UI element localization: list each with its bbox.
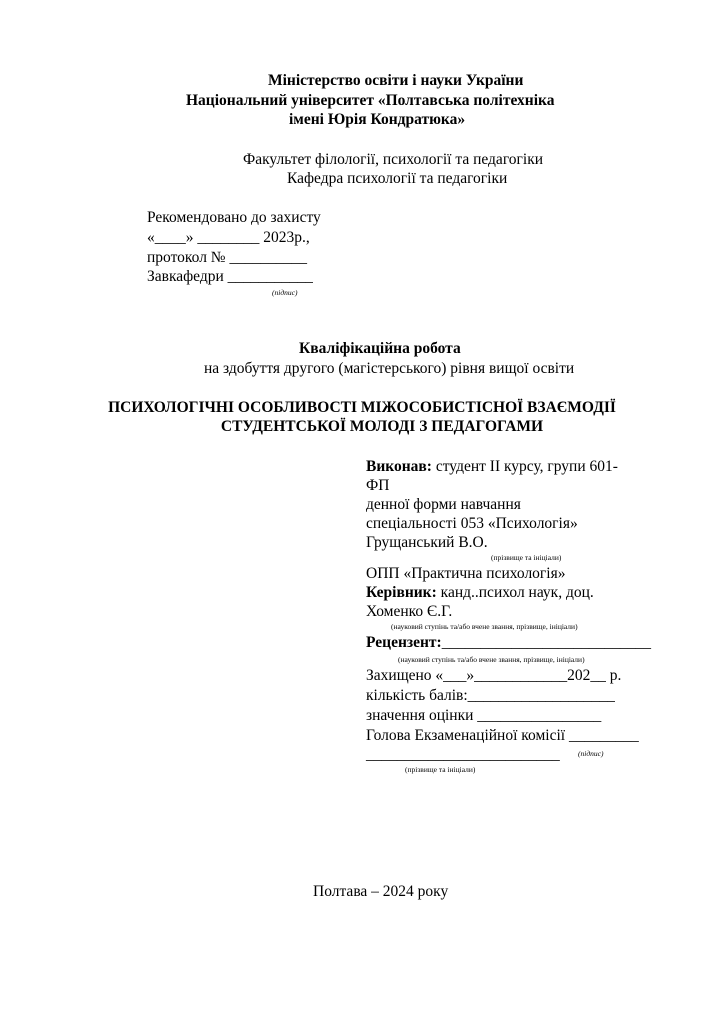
performed-label: Виконав: — [366, 458, 432, 475]
performed-line — [366, 457, 618, 476]
supervisor-degree: канд..психол наук, доц. — [436, 584, 594, 601]
reviewer-label: Рецензент: — [366, 634, 442, 651]
commission-head: Голова Екзаменаційної комісії _________ — [366, 727, 639, 744]
ministry-title: Міністерство освіти і науки України — [268, 72, 524, 89]
specialty: спеціальності 053 «Психологія» — [366, 515, 578, 532]
supervisor-line — [366, 583, 594, 602]
supervisor-hint: (науковий ступінь та/або вчене звання, прізвище, ініціали) — [391, 622, 578, 631]
commission-name-hint: (прізвище та ініціали) — [405, 765, 476, 774]
points: кількість балів:___________________ — [366, 687, 615, 704]
reviewer-hint: (науковий ступінь та/або вчене звання, прізвище, ініціали) — [398, 655, 585, 664]
head-signature-hint: (підпис) — [272, 288, 298, 297]
commission-blank: _________________________ — [366, 746, 560, 763]
recommend-line: Рекомендовано до захисту — [147, 209, 321, 226]
recommend-date: «____» ________ 2023р., — [147, 229, 310, 246]
supervisor-label: Керівник: — [366, 584, 437, 601]
reviewer-line — [366, 633, 651, 652]
university-title: Національний університет «Полтавська політехніка — [186, 92, 555, 109]
work-degree: на здобуття другого (магістерського) рівня вищої освіти — [204, 360, 575, 377]
university-title-cont: імені Юрія Кондратюка» — [289, 111, 466, 128]
work-title-line2: СТУДЕНТСЬКОЇ МОЛОДІ З ПЕДАГОГАМИ — [220, 418, 544, 435]
recommend-head: Завкафедри ___________ — [147, 268, 313, 285]
faculty-name: Факультет філології, психології та педагогіки — [243, 151, 544, 168]
recommend-protocol — [147, 248, 307, 267]
protocol-line: ______ — [260, 249, 307, 266]
grade-value: значення оцінки ________________ — [366, 707, 602, 724]
group-tail: ФП — [366, 477, 390, 494]
protocol-label: протокол № ____ — [147, 249, 261, 266]
defended-date: Захищено «___»____________202__ р. — [366, 667, 622, 684]
student-name: Грущанський В.О. — [366, 534, 488, 551]
performed-text: студент ІІ курсу, групи 601- — [431, 458, 618, 475]
study-form: денної форми навчання — [366, 496, 521, 513]
student-name-hint: (прізвище та ініціали) — [491, 553, 562, 562]
work-title-line1: ПСИХОЛОГІЧНІ ОСОБЛИВОСТІ МІЖОСОБИСТІСНОЇ ВЗАЄМОДІЇ — [108, 399, 616, 416]
supervisor-name: Хоменко Є.Г. — [366, 603, 453, 620]
work-type: Кваліфікаційна робота — [299, 340, 461, 357]
department-name: Кафедра психології та педагогіки — [287, 170, 508, 187]
program: ОПП «Практична психологія» — [366, 565, 566, 582]
city-year: Полтава – 2024 року — [313, 883, 449, 900]
reviewer-blank: ___________________________ — [441, 634, 651, 651]
commission-signature-hint: (підпис) — [578, 749, 604, 758]
